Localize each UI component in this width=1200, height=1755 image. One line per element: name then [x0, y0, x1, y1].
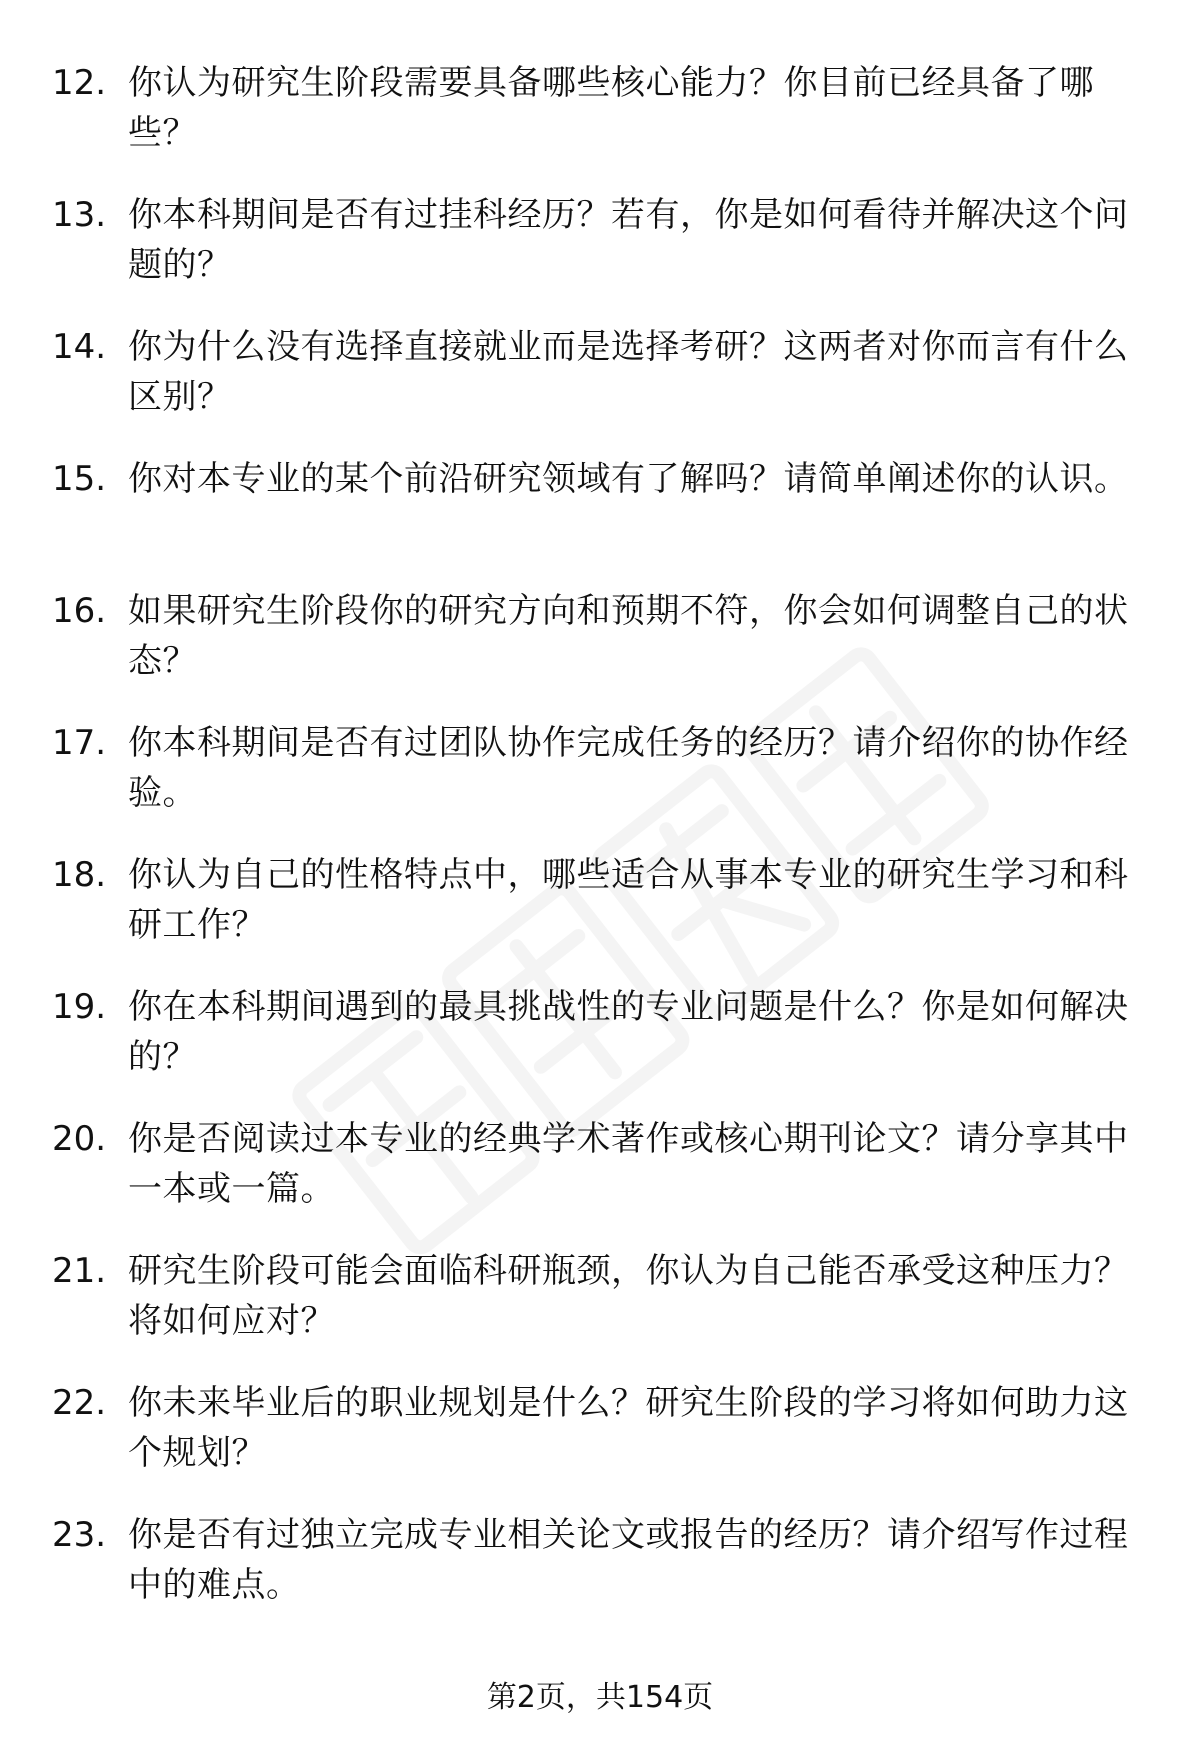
list-item	[0, 586, 1200, 718]
question-number: 18.	[52, 855, 107, 895]
list-item	[0, 322, 1200, 454]
question-text: 你未来毕业后的职业规划是什么？研究生阶段的学习将如何助力这个规划？	[128, 1383, 1129, 1473]
list-item	[0, 1510, 1200, 1642]
question-number: 12.	[52, 63, 107, 103]
question-number: 16.	[52, 591, 107, 631]
question-text: 研究生阶段可能会面临科研瓶颈，你认为自己能否承受这种压力？将如何应对？	[128, 1251, 1129, 1341]
list-item	[0, 190, 1200, 322]
list-item	[0, 1246, 1200, 1378]
page-footer: 第2页，共154页	[486, 1680, 714, 1715]
question-text: 你本科期间是否有过挂科经历？若有，你是如何看待并解决这个问题的？	[128, 195, 1129, 285]
question-text: 你是否有过独立完成专业相关论文或报告的经历？请介绍写作过程中的难点。	[128, 1515, 1129, 1605]
question-text: 你是否阅读过本专业的经典学术著作或核心期刊论文？请分享其中一本或一篇。	[128, 1119, 1129, 1209]
question-number: 23.	[52, 1515, 107, 1555]
question-number: 19.	[52, 987, 107, 1027]
question-number: 20.	[52, 1119, 107, 1159]
list-item	[0, 58, 1200, 190]
list-item	[0, 1114, 1200, 1246]
question-text: 你本科期间是否有过团队协作完成任务的经历？请介绍你的协作经验。	[128, 723, 1129, 813]
question-text: 你认为研究生阶段需要具备哪些核心能力？你目前已经具备了哪些？	[128, 63, 1094, 153]
list-item	[0, 982, 1200, 1114]
list-item	[0, 1378, 1200, 1510]
question-number: 21.	[52, 1251, 107, 1291]
question-number: 22.	[52, 1383, 107, 1423]
list-item	[0, 454, 1200, 586]
list-item	[0, 850, 1200, 982]
question-number: 17.	[52, 723, 107, 763]
question-text: 你为什么没有选择直接就业而是选择考研？这两者对你而言有什么区别？	[128, 327, 1129, 417]
question-number: 13.	[52, 195, 107, 235]
question-text: 如果研究生阶段你的研究方向和预期不符，你会如何调整自己的状态？	[128, 591, 1129, 681]
question-text: 你认为自己的性格特点中，哪些适合从事本专业的研究生学习和科研工作？	[128, 855, 1129, 945]
question-text: 你在本科期间遇到的最具挑战性的专业问题是什么？你是如何解决的？	[128, 987, 1129, 1077]
question-number: 15.	[52, 459, 107, 499]
question-text: 你对本专业的某个前沿研究领域有了解吗？请简单阐述你的认识。	[128, 459, 1129, 499]
question-list	[0, 58, 1200, 1642]
question-number: 14.	[52, 327, 107, 367]
list-item	[0, 718, 1200, 850]
